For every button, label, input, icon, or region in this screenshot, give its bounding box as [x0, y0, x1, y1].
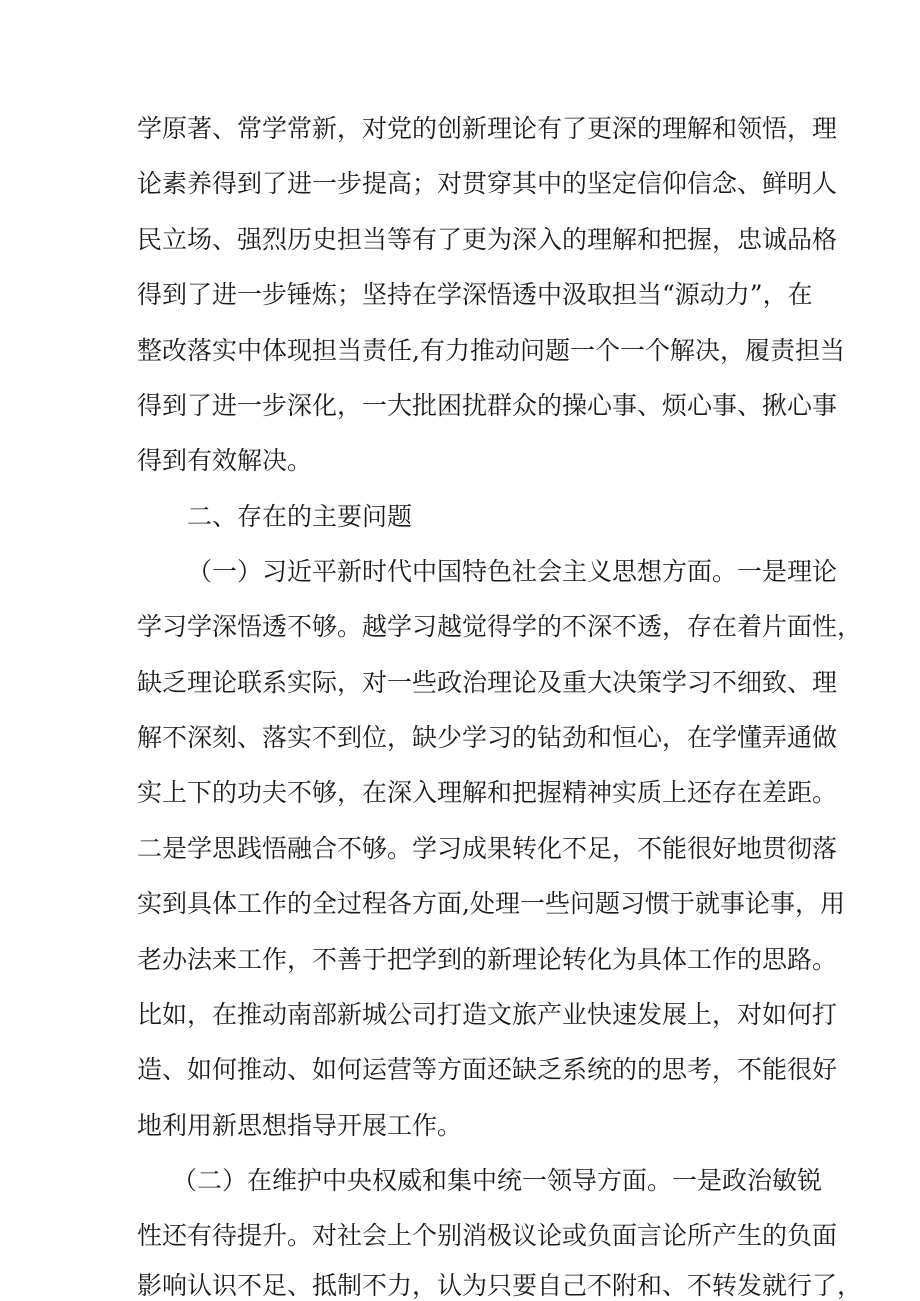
text-line: 学原著、常学常新，对党的创新理论有了更深的理解和领悟，理: [137, 114, 838, 143]
text-line: 二是学思践悟融合不够。学习成果转化不足，不能很好地贯彻落: [137, 834, 838, 863]
text-line: 缺乏理论联系实际，对一些政治理论及重大决策学习不细致、理: [137, 668, 838, 697]
text-line: 民立场、强烈历史担当等有了更为深入的理解和把握，忠诚品格: [137, 225, 838, 254]
text-line: 整改落实中体现担当责任,有力推动问题一个一个解决，履责担当: [137, 336, 845, 365]
text-line: 比如，在推动南部新城公司打造文旅产业快速发展上，对如何打: [137, 1000, 838, 1029]
text-line: 实到具体工作的全过程各方面,处理一些问题习惯于就事论事，用: [137, 889, 845, 918]
text-line: 学习学深悟透不够。越学习越觉得学的不深不透，存在着片面性，: [137, 612, 863, 641]
section-heading: 二、存在的主要问题: [187, 502, 413, 531]
text-line: 老办法来工作，不善于把学到的新理论转化为具体工作的思路。: [137, 945, 838, 974]
text-line: 解不深刻、落实不到位，缺少学习的钻劲和恒心，在学懂弄通做: [137, 723, 838, 752]
text-line: 得到了进一步深化，一大批困扰群众的操心事、烦心事、揪心事: [137, 391, 838, 420]
text-line: 实上下的功夫不够，在深入理解和把握精神实质上还存在差距。: [137, 778, 838, 807]
text-line: 影响认识不足、抵制不力，认为只要自己不附和、不转发就行了，: [137, 1271, 863, 1300]
text-line: 得到了进一步锤炼；坚持在学深悟透中汲取担当“源动力”，在: [137, 280, 813, 309]
paragraph-first-line: （二）在维护中央权威和集中统一领导方面。一是政治敏锐: [172, 1166, 823, 1195]
text-line: 地利用新思想指导开展工作。: [137, 1111, 463, 1140]
text-line: 性还有待提升。对社会上个别消极议论或负面言论所产生的负面: [137, 1221, 838, 1250]
text-line: 造、如何推动、如何运营等方面还缺乏系统的的思考，不能很好: [137, 1055, 838, 1084]
text-line: 论素养得到了进一步提高；对贯穿其中的坚定信仰信念、鲜明人: [137, 169, 838, 198]
text-line: 得到有效解决。: [137, 446, 313, 475]
paragraph-first-line: （一）习近平新时代中国特色社会主义思想方面。一是理论: [187, 557, 838, 586]
